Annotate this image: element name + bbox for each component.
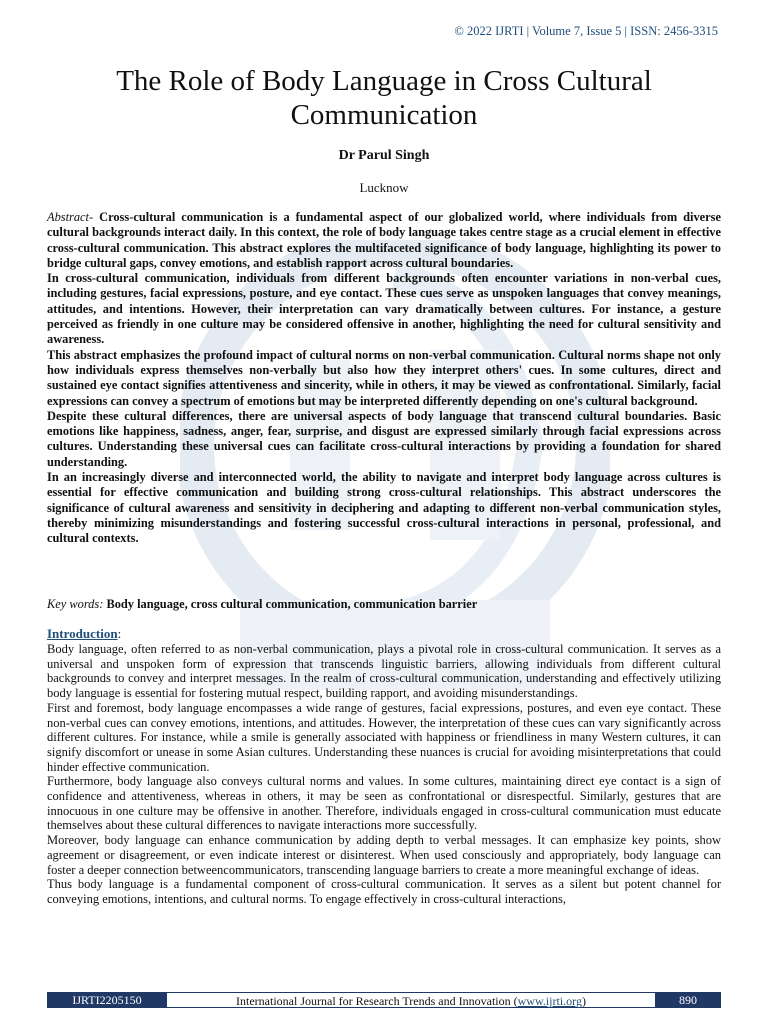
introduction-heading-text: Introduction [47,626,118,641]
keywords-label: Key words: [47,597,104,611]
body-paragraph: First and foremost, body language encompasses a wide range of gestures, facial expressions, postures, and even eye contact. These non-verbal cues can convey emotions, intentions, and attitudes. However, the interpretation of these cues can vary significantly across different cultures. For instance, while a smile is generally associated with happiness or friendliness in many Western cultures, it can signify discomfort or unease in some Asian cultures. Understanding these nuances is crucial for avoiding misinterpretations that could hinder effective communication. [47,700,721,774]
introduction-heading-colon: : [117,626,122,641]
abstract-paragraph: Despite these cultural differences, there are universal aspects of body language that transcend cultural boundaries. Basic emotions like happiness, sadness, anger, fear, surprise, and disgust are expressed similarly through facial expressions across cultures. Understanding these universal cues can facilitate cross-cultural interactions by providing a foundation for shared understanding. [47,408,721,469]
body-paragraph: Thus body language is a fundamental component of cross-cultural communication. It serves as a silent but potent channel for conveying emotions, intentions, and cultural norms. To engage effectively in cross-cultural interactions, [47,877,721,906]
author-name: Dr Parul Singh [338,148,430,163]
abstract-paragraph: This abstract emphasizes the profound impact of cultural norms on non-verbal communication. Cultural norms shape not only how individuals express themselves non-verbally but also how they interpret others' cues. In some cultures, direct and sustained eye contact signifies attentiveness and sincerity, while in others, it may be viewed as confrontational. Similarly, facial expressions can convey a spectrum of emotions but may be interpreted differently depending on one's cultural background. [47,347,721,408]
abstract-lead: Abstract- [47,210,94,224]
abstract-paragraph [47,210,721,271]
journal-name-text: International Journal for Research Trends and Innovation ( [236,994,518,1008]
journal-website-link[interactable]: www.ijrti.org [517,994,582,1008]
paper-title: The Role of Body Language in Cross Cultural Communication [116,65,652,131]
abstract-text: Cross-cultural communication is a fundamental aspect of our globalized world, where individuals from diverse cultural backgrounds interact daily. In this context, the role of body language takes centre stage as a crucial element in effective cross-cultural communication. This abstract explores the multifaceted significance of body language, highlighting its power to bridge cultural gaps, convey emotions, and establish rapport across cultural boundaries. [47,210,721,270]
journal-name-close: ) [581,994,586,1008]
paper-id: IJRTI2205150 [47,992,167,1008]
author-affiliation: Lucknow [359,180,409,195]
page-footer [47,992,721,1008]
introduction-heading [47,626,121,642]
abstract-paragraph: In cross-cultural communication, individuals from different backgrounds often encounter variations in non-verbal cues, including gestures, facial expressions, posture, and eye contact. These cues serve as unspoken languages that convey meanings, attitudes, and intentions. However, their interpretation can vary dramatically between cultures. For instance, a gesture perceived as friendly in one culture may be considered offensive in another, highlighting the need for cultural sensitivity and awareness. [47,271,721,347]
abstract-section [47,210,721,547]
keywords-text: Body language, cross cultural communication, communication barrier [106,597,478,611]
body-paragraph: Body language, often referred to as non-verbal communication, plays a pivotal role in cross-cultural communication. It serves as a universal and unspoken form of expression that transcends linguistic barriers, allowing individuals from different cultural backgrounds to convey and interpret messages. In the realm of cross-cultural communication, understanding and effectively utilizing body language is essential for fostering mutual respect, building rapport, and avoiding misunderstandings. [47,642,721,701]
introduction-body [47,642,721,907]
issue-header: © 2022 IJRTI | Volume 7, Issue 5 | ISSN: 2456-3315 [454,24,718,38]
journal-name [167,992,655,1008]
body-paragraph: Moreover, body language can enhance communication by adding depth to verbal messages. It can emphasize key points, show agreement or disagreement, or even indicate interest or disinterest. When used consciously and appropriately, body language can foster a deeper connection betweencommunicators, transcending language barriers to create a more meaningful exchange of ideas. [47,833,721,877]
abstract-paragraph: In an increasingly diverse and interconnected world, the ability to navigate and interpret body language across cultures is essential for effective communication and building strong cross-cultural relationships. This abstract underscores the significance of cultural awareness and sensitivity in deciphering and adapting to different non-verbal communication styles, thereby minimizing misunderstandings and fostering successful cross-cultural interactions in personal, professional, and cultural contexts. [47,470,721,546]
body-paragraph: Furthermore, body language also conveys cultural norms and values. In some cultures, maintaining direct eye contact is a sign of confidence and attentiveness, whereas in others, it may be seen as confrontational or disrespectful. Similarly, gestures that are innocuous in one culture may be offensive in another. Therefore, individuals engaged in cross-cultural communication must educate themselves about these cultural differences to navigate interactions more successfully. [47,774,721,833]
keywords-line [47,597,721,612]
page-number: 890 [655,992,721,1008]
